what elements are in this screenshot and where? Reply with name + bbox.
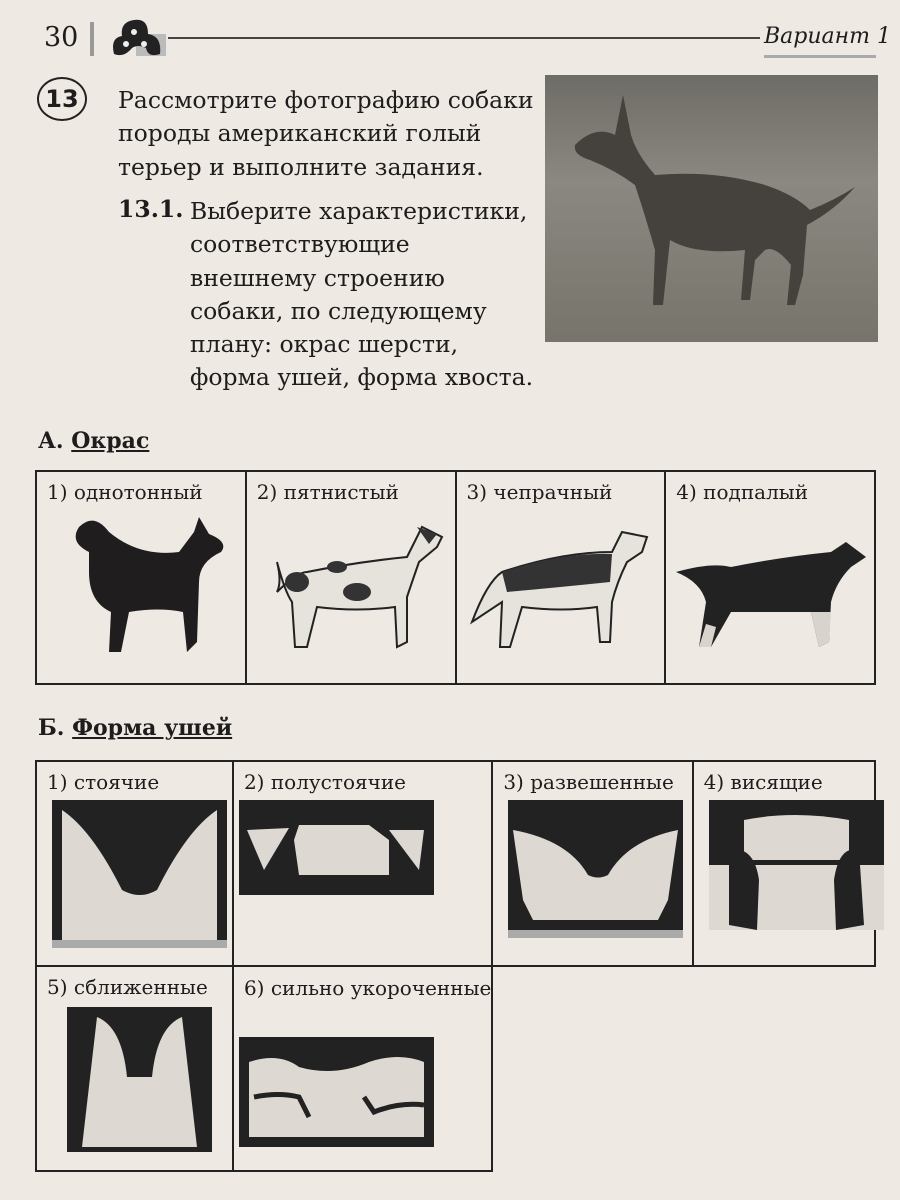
option-label: 2) пятнистый <box>256 480 399 504</box>
question-intro: Рассмотрите фотографию собаки породы американский голый терьер и выполните задания. <box>118 86 534 181</box>
option-label: 1) однотонный <box>47 480 203 504</box>
page-number: 30 <box>44 22 79 53</box>
coat-option-2 <box>246 471 456 684</box>
tan-dog-icon <box>671 512 871 662</box>
coat-color-table <box>35 470 876 685</box>
option-label: 4) подпалый <box>676 480 809 504</box>
ear-option-3 <box>492 761 692 966</box>
question-number: 13 <box>37 77 87 121</box>
section-a-title: Окрас <box>71 428 150 454</box>
erect-ears-icon <box>52 800 227 950</box>
publisher-logo-icon <box>108 14 170 60</box>
spotted-dog-icon <box>257 512 447 662</box>
hanging-ears-icon <box>508 800 683 950</box>
subtask-text: Выберите характеристики, соответствующие внешнему строению собаки, по следующему плану: окрас шерсти, форма ушей, форма хвоста. <box>190 197 534 392</box>
header-divider <box>90 22 94 56</box>
ear-option-6 <box>233 966 492 1171</box>
header-rule <box>168 37 760 39</box>
subtask-number: 13.1. <box>118 195 184 223</box>
section-b-title: Форма ушей <box>72 715 233 741</box>
drooping-ears-icon <box>709 800 884 950</box>
option-label: 5) сближенные <box>47 975 208 999</box>
ear-option-1 <box>36 761 233 966</box>
cropped-ears-icon <box>239 1037 434 1152</box>
section-a-heading <box>38 428 149 454</box>
section-b-heading <box>38 715 232 741</box>
section-a-prefix: А. <box>38 428 64 454</box>
ear-option-4 <box>693 761 875 966</box>
coat-option-4 <box>665 471 875 684</box>
solid-dog-icon <box>59 512 229 667</box>
option-label: 6) сильно укороченные <box>243 976 492 1000</box>
option-label: 4) висящие <box>703 770 823 794</box>
saddle-dog-icon <box>462 512 662 662</box>
coat-option-3 <box>456 471 666 684</box>
close-set-ears-icon <box>67 1007 212 1157</box>
ear-option-5 <box>36 966 233 1171</box>
section-b-prefix: Б. <box>38 715 65 741</box>
variant-underline <box>764 55 876 58</box>
option-label: 1) стоячие <box>47 770 160 794</box>
ear-option-2 <box>233 761 492 966</box>
coat-option-1 <box>36 471 246 684</box>
empty-cell <box>693 966 875 1171</box>
empty-cell <box>492 966 692 1171</box>
semi-erect-ears-icon <box>239 800 434 910</box>
dog-photo <box>545 75 878 342</box>
option-label: 3) развешенные <box>503 770 674 794</box>
variant-label: Вариант 1 <box>764 24 891 49</box>
option-label: 3) чепрачный <box>466 480 613 504</box>
ear-shape-table <box>35 760 876 1172</box>
option-label: 2) полустоячие <box>243 770 406 794</box>
